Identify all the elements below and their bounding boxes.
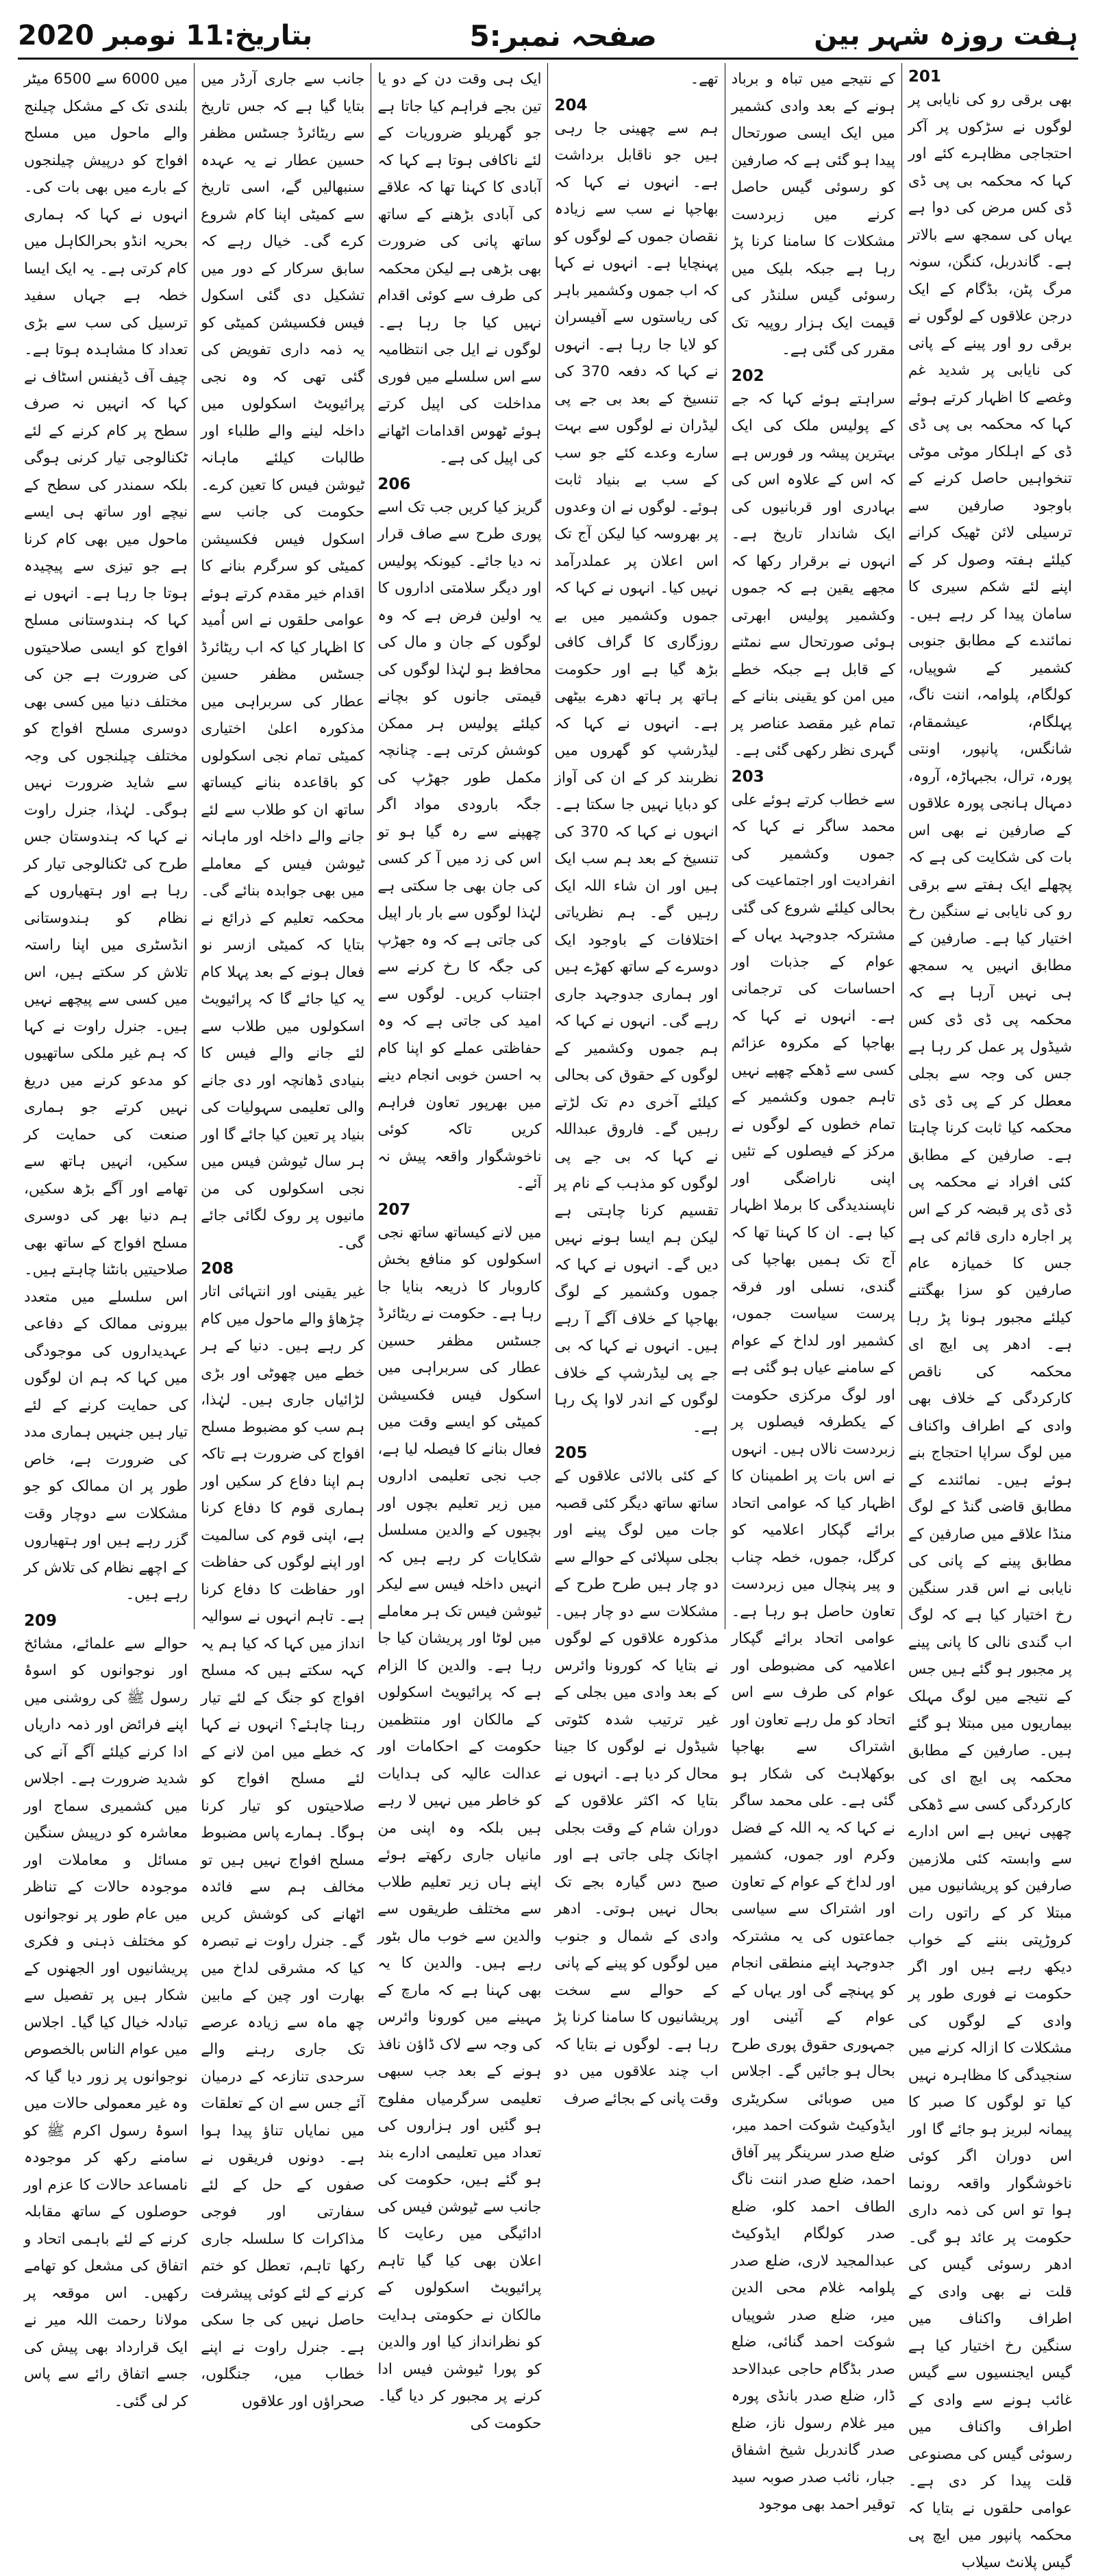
news-item	[24, 1611, 188, 2416]
item-text: میں لانے کیساتھ ساتھ نجی اسکولوں کو منافع بخش کاروبار کا ذریعہ بنایا جا رہا ہے۔ حکومت نے ریٹائرڈ جسٹس مظفر حسین عطار کی سربراہی میں اسکول فیس فکسیشن کمیٹی کو ایسے وقت میں فعال بنانے کا فیصلہ لیا ہے، جب نجی تعلیمی اداروں میں زیر تعلیم بچوں اور بچیوں کے والدین مسلسل شکایات کر رہے ہیں کہ انہیں داخلہ فیس سے لیکر ٹیوشن فیس تک ہر معاملے میں لوٹا اور پریشان کیا جا رہا ہے۔ والدین کا الزام ہے کہ پرائیویٹ اسکولوں کے مالکان اور منتظمین حکومت کے احکامات اور عدالت عالیہ کی ہدایات کو خاطر میں نہیں لا رہے ہیں بلکہ وہ اپنی من مانیاں جاری رکھتے ہوئے اپنے ہاں زیر تعلیم طلاب سے مختلف طریقوں سے والدین سے خوب مال بٹور رہے ہیں۔ والدین کا یہ بھی کہنا ہے کہ مارچ کے مہینے میں کورونا وائرس کی وجہ سے لاک ڈاؤن نافذ ہونے کے بعد جب سبھی تعلیمی سرگرمیاں مفلوج ہو گئیں اور ہزاروں کی تعداد میں تعلیمی ادارے بند ہو گئے ہیں، حکومت کی جانب سے ٹیوشن فیس کی ادائیگی میں رعایت کا اعلان بھی کیا گیا تاہم پرائیویٹ اسکولوں کے مالکان نے حکومتی ہدایت کو نظرانداز کیا اور والدین کو پورا ٹیوشن فیس ادا کرنے پر مجبور کر دیا گیا۔ حکومت کی	[377, 1224, 542, 2432]
item-number: 209	[23, 1611, 57, 1630]
item-text: جانب سے جاری آرڈر میں بتایا گیا ہے کہ جس تاریخ سے ریٹائرڈ جسٹس مظفر حسین عطار نے یہ عہدہ سنبھالیں گے، اسی تاریخ سے کمیٹی اپنا کام شروع کرے گی۔ خیال رہے کہ سابق سرکار کے دور میں تشکیل دی گئی اسکول فیس فکسیشن کمیٹی کو یہ ذمہ داری تفویض کی گئی تھی کہ وہ نجی پرائیویٹ اسکولوں میں داخلہ لینے والے طلباء اور طالبات کیلئے ماہانہ ٹیوشن فیس کا تعین کرے۔ حکومت کی جانب سے اسکول فیس فکسیشن کمیٹی کو سرگرم بنانے کا اقدام خیر مقدم کرتے ہوئے عوامی حلقوں نے اس اُمید کا اظہار کیا کہ اب ریٹائرڈ جسٹس مظفر حسین عطار کی سربراہی میں مذکورہ اعلیٰ اختیاری کمیٹی تمام نجی اسکولوں کو باقاعدہ بنانے کیساتھ ساتھ ان کو طلاب سے لئے جانے والے داخلہ اور ماہانہ ٹیوشن فیس کے معاملے میں بھی جوابدہ بنائے گی۔ محکمہ تعلیم کے ذرائع نے بتایا کہ کمیٹی ازسر نو فعال ہونے کے بعد پہلا کام یہ کیا جائے گا کہ پرائیویٹ اسکولوں میں طلاب سے لئے جانے والے فیس کا بنیادی ڈھانچہ اور دی جانے والی تعلیمی سہولیات کی بنیاد پر تعین کیا جائے گا اور ہر سال ٹیوشن فیس میں نجی اسکولوں کی من مانیوں پر روک لگائی جائے گی۔	[201, 71, 365, 1252]
item-text: سے خطاب کرتے ہوئے علی محمد ساگر نے کہا کہ جموں وکشمیر کی انفرادیت اور اجتماعیت کی بحالی کیلئے شروع کی گئی مشترکہ جدوجہد یہاں کے عوام کے جذبات اور احساسات کی ترجمانی ہے۔ انہوں نے کہا کہ بھاجپا کے مکروہ عزائم کسی سے ڈھکے چھپے نہیں تاہم جموں وکشمیر کے تمام خطوں کے لوگوں نے مرکز کے فیصلوں کے تئیں اپنی ناراضگی اور ناپسندیدگی کا برملا اظہار کیا ہے۔ ان کا کہنا تھا کہ آج تک ہمیں بھاجپا کی گندی، نسلی اور فرقہ پرست سیاست جموں، کشمیر اور لداخ کے عوام کے سامنے عیاں ہو گئی ہے اور لوگ مرکزی حکومت کے یکطرفہ فیصلوں پر زبردست نالاں ہیں۔ انہوں نے اس بات پر اطمینان کا اظہار کیا کہ عوامی اتحاد برائے گپکار اعلامیہ کو کرگل، جموں، خطہ چناب و پیر پنچال میں زبردست تعاون حاصل ہو رہا ہے۔ عوامی اتحاد برائے گپکار اعلامیہ کی مضبوطی اور عوام کی طرف سے اس اتحاد کو مل رہے تعاون اور اشتراک سے بھاجپا بوکھلاہٹ کی شکار ہو گئی ہے۔ علی محمد ساگر نے کہا کہ یہ اللہ کے فضل وکرم اور جموں، کشمیر اور لداخ کے عوام کے تعاون اور اشتراک سے سیاسی جماعتوں کی یہ مشترکہ جدوجہد اپنے منطقی انجام کو پہنچے گی اور یہاں کے عوام کے آئینی اور جمہوری حقوق پوری طرح بحال ہو جائیں گے۔ اجلاس میں صوبائی سکریٹری ایڈوکیٹ شوکت احمد میر، ضلع صدر سرینگر پیر آفاق احمد، ضلع صدر اننت ناگ الطاف احمد کلو، ضلع صدر کولگام ایڈوکیٹ عبدالمجید لاری، ضلع صدر پلوامہ غلام محی الدین میر، ضلع صدر شوپیاں شوکت احمد گنائی، ضلع صدر بڈگام حاجی عبدالاحد ڈار، ضلع صدر بانڈی پورہ میر غلام رسول ناز، ضلع صدر گاندربل شیخ اشفاق جبار، نائب صدر صوبہ سید توقیر احمد بھی موجود	[731, 791, 895, 2513]
news-item	[554, 1444, 718, 2112]
publication-title: ہفت روزہ شہر بین	[814, 20, 1078, 51]
text-column	[371, 63, 547, 2432]
item-text: سراہتے ہوئے کہا کہ جے کے پولیس ملک کی ایک بہترین پیشہ ور فورس ہے کہ اس کے علاوہ اس کی بہادری اور قربانیوں کی ایک شاندار تاریخ ہے۔ انہوں نے برقرار رکھا کہ مجھے یقین ہے کہ جموں وکشمیر پولیس ابھرتی ہوئی صورتحال سے نمٹنے کے قابل ہے جبکہ خطے میں امن کو یقینی بنانے کے تمام غیر مقصد عناصر پر گہری نظر رکھی گئی ہے۔	[731, 390, 895, 759]
news-item	[908, 67, 1072, 2576]
item-text: گریز کیا کریں جب تک اسے پوری طرح سے صاف قرار نہ دیا جائے۔ کیونکہ پولیس اور دیگر سلامتی اداروں کا یہ اولین فرض ہے کہ وہ لوگوں کے جان و مال کی محافظ ہو لہٰذا لوگوں کی قیمتی جانوں کو بچانے کیلئے پولیس ہر ممکن کوشش کرتی ہے۔ چنانچہ مکمل طور جھڑپ کی جگہ بارودی مواد اگر چھپنے سے رہ گیا ہو تو اس کی زد میں آ کر کسی کی جان بھی جا سکتی ہے لہٰذا لوگوں سے بار بار اپیل کی جاتی ہے کہ وہ جھڑپ کی جگہ کا رخ کرنے سے اجتناب کریں۔ لوگوں سے امید کی جاتی ہے کہ وہ حفاظتی عملے کو اپنا کام بہ احسن خوبی انجام دینے میں بھرپور تعاون فراہم کریں تاکہ کوئی ناخوشگوار واقعہ پیش نہ آئے۔	[377, 498, 542, 1192]
item-text: حوالے سے علمائے، مشائخ اور نوجوانوں کو اسوۂ رسول ﷺ کی روشنی میں اپنے فرائض اور ذمہ داریاں ادا کرنے کیلئے آگے آنے کی شدید ضرورت ہے۔ اجلاس میں کشمیری سماج اور معاشرہ کو درپیش سنگین مسائل و معاملات اور موجودہ حالات کے تناظر میں عام طور پر نوجوانوں کو مختلف ذہنی و فکری پریشانیوں اور الجھنوں کے شکار ہیں پر تفصیل سے تبادلہ خیال کیا گیا۔ اجلاس میں عوام الناس بالخصوص نوجوانوں پر زور دیا گیا کہ وہ غیر معمولی حالات میں اسوۂ رسول اکرم ﷺ کو سامنے رکھ کر موجودہ نامساعد حالات کا عزم اور حوصلوں کے ساتھ مقابلہ کرنے کے لئے باہمی اتحاد و اتفاق کی مشعل کو تھامے رکھیں۔ اس موقعہ پر مولانا رحمت اللہ میر نے ایک قرارداد بھی پیش کی جسے اتفاق رائے سے پاس کر لی گئی۔	[23, 1635, 188, 2410]
news-item	[554, 66, 718, 93]
masthead	[18, 14, 1078, 58]
item-number: 206	[377, 475, 411, 493]
item-text: کے نتیجے میں تباہ و برباد ہونے کے بعد وادی کشمیر میں ایک ایسی صورتحال پیدا ہو گئی ہے کہ صارفین کو رسوئی گیس حاصل کرنے میں زبردست مشکلات کا سامنا کرنا پڑ رہا ہے جبکہ بلیک میں رسوئی گیس سلنڈر کی قیمت ایک ہزار روپیہ تک مقرر کی گئی ہے۔	[731, 71, 895, 358]
news-item	[732, 367, 895, 765]
news-item	[377, 1200, 541, 2438]
news-item	[732, 66, 895, 364]
text-column	[725, 63, 901, 2513]
item-text: کے کئی بالائی علاقوں کے ساتھ ساتھ دیگر کئی قصبہ جات میں لوگ پینے اور بجلی سپلائی کے حوالے سے دو چار ہیں طرح طرح کے مشکلات سے دو چار ہیں۔ مذکورہ علاقوں کے لوگوں نے بتایا کہ کورونا وائرس کے بعد وادی میں بجلی کے غیر ترتیب شدہ کٹوتی شیڈول نے لوگوں کا جینا محال کر دیا ہے۔ انہوں نے بتایا کہ اکثر علاقوں کے دوران شام کے وقت بجلی اچانک چلی جاتی ہے اور صبح دس گیارہ بجے تک بحال نہیں ہوتی۔ ادھر وادی کے شمال و جنوب میں لوگوں کو پینے کے پانی کے حوالے سے سخت پریشانیوں کا سامنا کرنا پڑ رہا ہے۔ لوگوں نے بتایا کہ اب چند علاقوں میں دو وقت پانی کے بجائے صرف	[554, 1467, 719, 2107]
news-item	[732, 767, 895, 2518]
item-text: بھی برقی رو کی نایابی پر لوگوں نے سڑکوں پر آکر احتجاجی مظاہرے کئے اور کہا کہ محکمہ بی پی ڈی ڈی کس مرض کی دوا ہے یہاں کی سمجھ سے بالاتر ہے۔ گاندربل، کنگن، سونہ مرگ پٹن، بڈگام کے ایک درجن علاقوں کے لوگوں نے برقی رو اور پینے کے پانی کی نایابی پر شدید غم وغصے کا اظہار کرتے ہوئے کہا کہ محکمہ بی پی ڈی ڈی کے اہلکار موٹی موٹی تنخواہیں حاصل کرنے کے باوجود صارفین سے ترسیلی لائن ٹھیک کرانے کیلئے ہفتہ وصول کر کے اپنے لئے شکم سیری کا سامان پیدا کر رہے ہیں۔ نمائندے کے مطابق جنوبی کشمیر کے شوپیاں، کولگام، پلوامہ، اننت ناگ، پہلگام، عیشمقام، شانگس، پانپور، اونتی پورہ، ترال، بجبہاڑہ، آروہ، دمہال ہانجی پورہ علاقوں کے صارفین نے بھی اس بات کی شکایت کی ہے کہ پچھلے ایک ہفتے سے برقی رو کی نایابی نے سنگین رخ اختیار کیا ہے۔ صارفین کے مطابق انہیں یہ سمجھ ہی نہیں آرہا ہے کہ محکمہ پی ڈی ڈی کس شیڈول پر عمل کر رہا ہے جس کی وجہ سے بجلی معطل کر کے پی ڈی ڈی محکمہ کیا ثابت کرنا چاہتا ہے۔ صارفین کے مطابق کئی افراد نے محکمہ پی ڈی ڈی پر قبضہ کر کے اس پر اجارہ داری قائم کی ہے جس کا خمیازہ عام صارفین کو سزا بھگتنے کیلئے مجبور ہونا پڑ رہا ہے۔ ادھر پی ایچ ای محکمہ کی ناقص کارکردگی کے خلاف بھی وادی کے اطراف واکناف میں لوگ سراپا احتجاج بنے ہوئے ہیں۔ نمائندے کے مطابق قاضی گنڈ کے لوگ منڈا علاقے میں صارفین کے مطابق پینے کے پانی کی نایابی نے اس قدر سنگین رخ اختیار کیا ہے کہ لوگ اب گندی نالی کا پانی پینے پر مجبور ہو گئے ہیں جس کے نتیجے میں لوگ مہلک بیماریوں میں مبتلا ہو گئے ہیں۔ صارفین کے مطابق محکمہ پی ایچ ای کی کارکردگی کسی سے ڈھکی چھپی نہیں ہے اس ادارے سے وابستہ کئی ملازمین صارفین کو پریشانیوں میں مبتلا کر کے راتوں رات کروڑپتی بننے کے خواب دیکھ رہے ہیں اور اگر حکومت نے فوری طور پر وادی کے لوگوں کی مشکلات کا ازالہ کرنے میں سنجیدگی کا مظاہرہ نہیں کیا تو لوگوں کا صبر کا پیمانہ لبریز ہو جائے گا اور اس دوران اگر کوئی ناخوشگوار واقعہ رونما ہوا تو اس کی ذمہ داری حکومت پر عائد ہو گی۔ ادھر رسوئی گیس کی قلت نے بھی وادی کے اطراف واکناف میں سنگین رخ اختیار کیا ہے گیس ایجنسیوں سے گیس غائب ہونے سے وادی کے اطراف واکناف میں رسوئی گیس کی مصنوعی قلت پیدا کر دی ہے۔ عوامی حلقوں نے بتایا کہ محکمہ پانپور میں ایچ پی گیس پلانٹ سیلاب	[908, 91, 1072, 2571]
item-text: ایک ہی وقت دن کے دو یا تین بجے فراہم کیا جاتا ہے جو گھریلو ضروریات کے لئے ناکافی ہوتا ہے کہا کہ آبادی کا کہنا تھا کہ علاقے کی آبادی بڑھنے کے ساتھ ساتھ پانی کی ضرورت بھی بڑھی ہے لیکن محکمہ کی طرف سے کوئی اقدام نہیں کیا جا رہا ہے۔ لوگوں نے ایل جی انتظامیہ سے اس سلسلے میں فوری مداخلت کی اپیل کرتے ہوئے ٹھوس اقدامات اٹھانے کی اپیل کی ہے۔	[377, 71, 542, 467]
page-number: صفحہ نمبر:5	[469, 18, 658, 53]
item-text: غیر یقینی اور انتہائی اتار چڑھاؤ والے ماحول میں کام کر رہے ہیں۔ دنیا کے ہر خطے میں چھوٹی اور بڑی لڑائیاں جاری ہیں۔ لہٰذا، ہم سب کو مضبوط مسلح افواج کی ضرورت ہے تاکہ ہم اپنا دفاع کر سکیں اور ہماری قوم کا دفاع کرنا ہے، اپنی قوم کی سالمیت اور اپنے لوگوں کی حفاظت اور حفاظت کا دفاع کرنا ہے۔ تاہم انہوں نے سوالیہ انداز میں کہا کہ کیا ہم یہ کہہ سکتے ہیں کہ مسلح افواج کو جنگ کے لئے تیار رہنا چاہئے؟ انہوں نے کہا کہ خطے میں امن لانے کے لئے مسلح افواج کو صلاحیتوں کو تیار کرنا ہوگا۔ ہمارے پاس مضبوط مسلح افواج نہیں ہیں تو مخالف ہم سے فائدہ اٹھانے کی کوشش کریں گے۔ جنرل راوت نے تبصرہ کیا کہ مشرقی لداخ میں بھارت اور چین کے مابین چھ ماہ سے زیادہ عرصے تک جاری رہنے والے سرحدی تنازعہ کے درمیان آئے جس سے ان کے تعلقات میں نمایاں تناؤ پیدا ہوا ہے۔ دونوں فریقوں نے صفوں کے حل کے لئے سفارتی اور فوجی مذاکرات کا سلسلہ جاری رکھا تاہم، تعطل کو ختم کرنے کے لئے کوئی پیشرفت حاصل نہیں کی جا سکی ہے۔ جنرل راوت نے اپنے خطاب میں، جنگلوں، صحراؤں اور علاقوں	[201, 1283, 365, 2410]
item-number: 203	[731, 767, 764, 786]
item-number: 208	[201, 1260, 234, 1278]
text-column	[18, 63, 194, 2410]
item-number: 207	[377, 1200, 411, 1219]
text-column	[901, 63, 1078, 2571]
item-text: ہم سے چھینی جا رہی ہیں جو ناقابل برداشت ہے۔ انہوں نے کہا کہ بھاجپا نے سب سے زیادہ نقصان جموں کے لوگوں کو پہنچایا ہے۔ انہوں نے کہا کہ اب جموں وکشمیر باہر کی ریاستوں سے آفیسران کو لایا جا رہا ہے۔ انہوں نے کہا کہ دفعہ 370 کی تنسیخ کے بعد بی جے پی لیڈران نے لوگوں سے بہت سارے وعدے کئے جو سب کے سب بے بنیاد ثابت ہوئے۔ لوگوں نے ان وعدوں پر بھروسہ کیا لیکن آج تک اس اعلان پر عملدرآمد نہیں کیا۔ انہوں نے کہا کہ جموں وکشمیر میں بے روزگاری کا گراف کافی بڑھ گیا ہے اور حکومت ہاتھ پر ہاتھ دھرے بیٹھی ہے۔ انہوں نے کہا کہ لیڈرشپ کو گھروں میں نظربند کر کے ان کی آواز کو دبایا نہیں جا سکتا ہے۔ انہوں نے کہا کہ 370 کی تنسیخ کے بعد ہم سب ایک ہیں اور ان شاء اللہ ایک رہیں گے۔ ہم نظریاتی اختلافات کے باوجود ایک دوسرے کے ساتھ کھڑے ہیں اور ہماری جدوجہد جاری رہے گی۔ انہوں نے کہا کہ ہم جموں وکشمیر کے لوگوں کے حقوق کی بحالی کیلئے آخری دم تک لڑتے رہیں گے۔ فاروق عبداللہ نے کہا کہ بی جے پی لوگوں کو مذہب کے نام پر تقسیم کرنا چاہتی ہے لیکن ہم ایسا ہونے نہیں دیں گے۔ انہوں نے کہا کہ جموں وکشمیر کے لوگ بھاجپا کے خلاف آگے آ رہے ہیں۔ انہوں نے کہا کہ بی جے پی لیڈرشپ کے خلاف لوگوں کے اندر لاوا پک رہا ہے۔	[554, 119, 719, 1436]
item-text: تھے۔	[690, 71, 719, 88]
news-item	[377, 475, 541, 1198]
issue-date: بتاریخ:11 نومبر 2020	[18, 20, 313, 51]
text-column	[547, 63, 724, 2107]
news-item	[377, 66, 541, 472]
masthead-rule	[18, 58, 1078, 60]
article-columns	[18, 63, 1078, 2571]
news-item	[554, 96, 718, 1441]
news-item	[24, 66, 188, 1609]
news-item	[201, 66, 364, 1256]
news-item	[201, 1259, 364, 2415]
text-column	[194, 63, 371, 2410]
item-number: 201	[908, 68, 941, 86]
item-number: 202	[731, 367, 764, 385]
item-text: میں 6000 سے 6500 میٹر بلندی تک کے مشکل چیلنج والے ماحول میں مسلح افواج کو درپیش چیلنجوں کے بارے میں بھی بات کی۔ انہوں نے کہا کہ ہماری بحریہ انڈو بحرالکاہل میں کام کرتی ہے۔ یہ ایک ایسا خطہ ہے جہاں سفید ترسیل کی سب سے بڑی تعداد کا مشاہدہ ہوتا ہے۔ چیف آف ڈیفنس اسٹاف نے کہا کہ انہیں نہ صرف سطح پر کام کرنے کے لئے ٹکنالوجی تیار کرنی ہوگی بلکہ سمندر کی سطح کے نیچے اور ساتھ ہی ایسے ماحول میں بھی کام کرنا ہے جو تیزی سے پیچیدہ ہوتا جا رہا ہے۔ انہوں نے کہا کہ ہندوستانی مسلح افواج کو ایسی صلاحیتوں کی ضرورت ہے جن کی مختلف دنیا میں کسی بھی دوسری مسلح افواج کو مختلف چیلنجوں کی وجہ سے شاید ضرورت نہیں ہوگی۔ لہٰذا، جنرل راوت نے کہا کہ ہندوستان جس طرح کی ٹکنالوجی تیار کر رہا ہے اور ہتھیاروں کے نظام کو ہندوستانی انڈسٹری میں اپنا راستہ تلاش کر سکتے ہیں، اس میں کسی سے پیچھے نہیں ہیں۔ جنرل راوت نے کہا کہ ہم غیر ملکی ساتھیوں کو مدعو کرنے میں دریغ نہیں کرتے جو ہماری صنعت کی حمایت کر سکیں، انہیں ہاتھ سے تھامے اور آگے بڑھ سکیں، ہم دنیا بھر کی دوسری مسلح افواج کے ساتھ بھی صلاحیتیں بانٹنا چاہتے ہیں۔ اس سلسلے میں متعدد بیرونی ممالک کے دفاعی عہدیداروں کی موجودگی میں کہا کہ ہم ان لوگوں کی حمایت کرنے کے لئے تیار ہیں جنہیں ہماری مدد کی ضرورت ہے، خاص طور پر ان ممالک کو جو مشکلات سے دوچار وقت گزر رہے ہیں اور ہتھیاروں کے اچھے نظام کی تلاش کر رہے ہیں۔	[23, 71, 188, 1603]
item-number: 204	[554, 96, 588, 114]
item-number: 205	[554, 1444, 588, 1462]
